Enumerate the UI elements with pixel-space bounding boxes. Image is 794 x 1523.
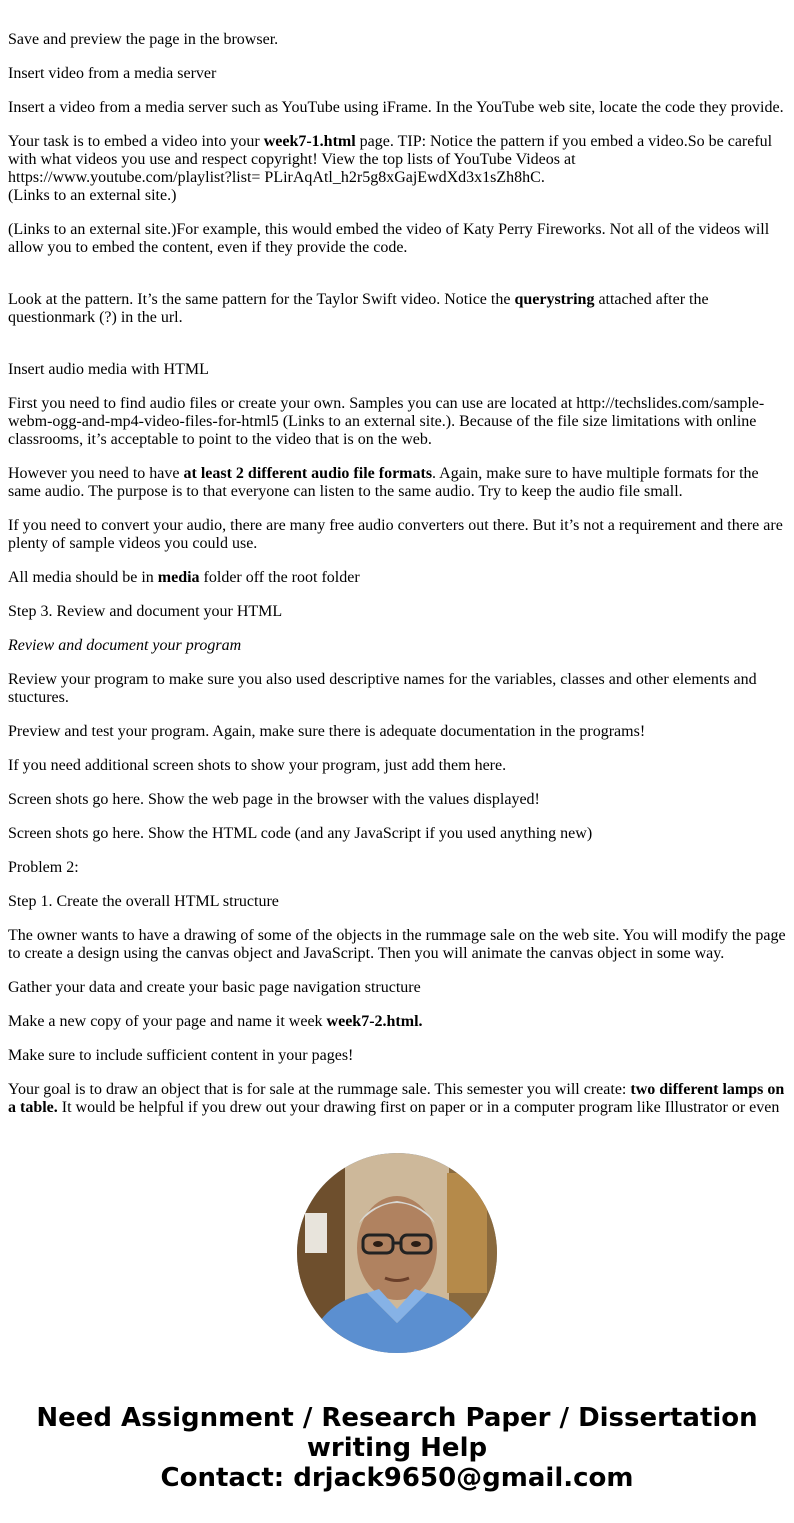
section-heading: Problem 2:: [8, 859, 79, 876]
paragraph: Preview and test your program. Again, make sure there is adequate documentation in the programs!: [8, 723, 646, 740]
paragraph: First you need to find audio files or create your own. Samples you can use are located at http://techslides.com/sample-webm-ogg-and-mp4-video-files-for-html5 (Links to an external site.). Because of the file size limitations with online classrooms, it’s acceptable to point to the video that is on the web.: [8, 395, 765, 448]
paragraph: The owner wants to have a drawing of some of the objects in the rummage sale on the web site. You will modify the page to create a design using the canvas object and JavaScript. Then you will animate the canvas object in some way.: [8, 927, 786, 962]
italic-subheading: Review and document your program: [8, 637, 242, 654]
paragraph: Make sure to include sufficient content in your pages!: [8, 1047, 354, 1064]
paragraph: Make a new copy of your page and name it week week7-2.html.: [8, 1013, 423, 1030]
callout-line: writing Help: [306, 1433, 488, 1463]
paragraph: Save and preview the page in the browser.: [8, 31, 279, 48]
portrait-image: [297, 1153, 497, 1353]
filename: week7-1.html: [263, 133, 356, 150]
section-heading: Insert audio media with HTML: [8, 361, 209, 378]
callout-line: Need Assignment / Research Paper / Dissertation: [36, 1403, 758, 1433]
paragraph: If you need to convert your audio, there are many free audio converters out there. But it’s not a requirement and there are plenty of sample videos you could use.: [8, 517, 783, 552]
paragraph: Screen shots go here. Show the HTML code (and any JavaScript if you used anything new): [8, 825, 593, 842]
emphasis: at least 2 different audio file formats: [183, 465, 433, 482]
external-link-note: (Links to an external site.): [8, 187, 177, 204]
paragraph: Look at the pattern. It’s the same pattern for the Taylor Swift video. Notice the querystring attached after the questionmark (?) in the url.: [8, 291, 709, 326]
section-heading: Step 3. Review and document your HTML: [8, 603, 283, 620]
filename: week7-2.html.: [326, 1013, 423, 1030]
paragraph: However you need to have at least 2 different audio file formats. Again, make sure to have multiple formats for the same audio. The purpose is to that everyone can listen to the same audio. Try to keep the audio file small.: [8, 465, 759, 500]
emphasis: two different lamps on a table.: [8, 1081, 785, 1116]
document-body: [8, 31, 788, 1122]
paragraph: Your task is to embed a video into your week7-1.html page. TIP: Notice the pattern if you embed a video.So be careful with what videos you use and respect copyright! View the top lists of YouTube Videos at https://www.youtube.com/playlist?list= PLirAqAtl_h2r5g8xGajEwdXd3x1sZh8hC.: [8, 133, 773, 186]
section-heading: Step 1. Create the overall HTML structure: [8, 893, 279, 910]
contact-callout: [0, 1403, 794, 1493]
promo-banner: [0, 1125, 794, 1523]
paragraph: (Links to an external site.)For example, this would embed the video of Katy Perry Fireworks. Not all of the videos will allow you to embed the content, even if they provide the code.: [8, 221, 770, 256]
paragraph: Screen shots go here. Show the web page in the browser with the values displayed!: [8, 791, 540, 808]
paragraph: Insert a video from a media server such as YouTube using iFrame. In the YouTube web site, locate the code they provide.: [8, 99, 784, 116]
paragraph: Gather your data and create your basic page navigation structure: [8, 979, 421, 996]
avatar: [297, 1153, 497, 1353]
contact-email: Contact: drjack9650@gmail.com: [160, 1463, 634, 1493]
paragraph: If you need additional screen shots to show your program, just add them here.: [8, 757, 507, 774]
paragraph: Your goal is to draw an object that is for sale at the rummage sale. This semester you will create: two different lamps on a table. It would be helpful if you drew out your drawing first on paper or in a computer program like Illustrator or even: [8, 1081, 785, 1116]
folder-name: media: [157, 569, 200, 586]
keyword: querystring: [514, 291, 595, 308]
paragraph: All media should be in media folder off the root folder: [8, 569, 360, 586]
paragraph: Review your program to make sure you also used descriptive names for the variables, classes and other elements and stuctures.: [8, 671, 757, 706]
section-heading: Insert video from a media server: [8, 65, 217, 82]
